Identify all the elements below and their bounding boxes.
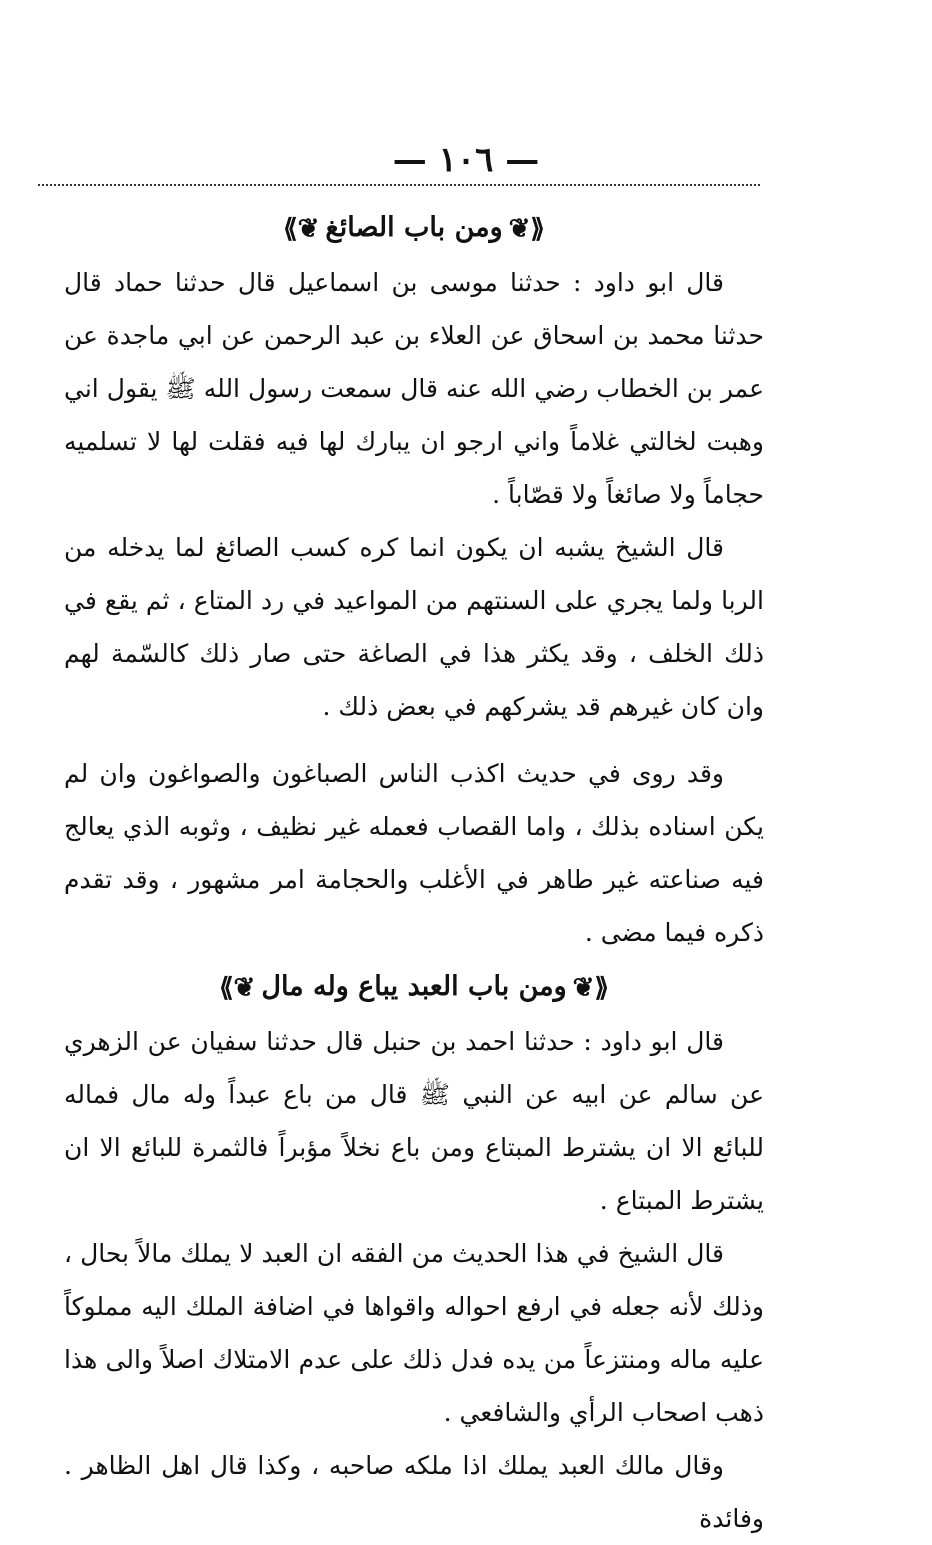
header-rule (38, 184, 760, 186)
section-heading-slave-sold (64, 959, 764, 1015)
page-number: — ١٠٦ — (392, 140, 540, 180)
ornament-right-icon: ⟪❦ (508, 213, 545, 244)
body-text (64, 200, 764, 1545)
paragraph: قال الشيخ في هذا الحديث من الفقه ان العبد لا يملك مالاً بحال ، وذلك لأنه جعله في ارفع احواله واقواها في اضافة الملك اليه مملوكاً عليه ماله ومنتزعاً من يده فدل ذلك على عدم الامتلاك اصلاً والى هذا ذهب اصحاب الرأي والشافعي . (64, 1239, 764, 1427)
paragraph: وقال مالك العبد يملك اذا ملكه صاحبه ، وكذا قال اهل الظاهر . وفائدة (64, 1451, 764, 1533)
paragraph: قال الشيخ يشبه ان يكون انما كره كسب الصائغ لما يدخله من الربا ولما يجري على السنتهم من المواعيد في رد المتاع ، ثم يقع في ذلك الخلف ، وقد يكثر هذا في الصاغة حتى صار ذلك كالسّمة لهم وان كان غيرهم قد يشركهم في بعض ذلك . (64, 533, 764, 721)
paragraph: قال ابو داود : حدثنا موسى بن اسماعيل قال حدثنا حماد قال حدثنا محمد بن اسحاق عن العلاء بن عبد الرحمن عن ابي ماجدة عن عمر بن الخطاب رضي الله عنه قال سمعت رسول الله ﷺ يقول اني وهبت لخالتي غلاماً واني ارجو ان يبارك لها فيه فقلت لها لا تسلميه حجاماً ولا صائغاً ولا قصّاباً . (64, 268, 764, 509)
section-heading-goldsmith (64, 200, 764, 256)
section-heading-text: ومن باب العبد يباع وله مال (261, 971, 567, 1002)
paragraph: وقد روى في حديث اكذب الناس الصباغون والصواغون وان لم يكن اسناده بذلك ، واما القصاب فعمله غير نظيف ، وثوبه الذي يعالج فيه صناعته غير طاهر في الأغلب والحجامة امر مشهور ، وقد تقدم ذكره فيما مضى . (64, 759, 764, 947)
ornament-right-icon: ⟪❦ (572, 972, 609, 1003)
paragraph: قال ابو داود : حدثنا احمد بن حنبل قال حدثنا سفيان عن الزهري عن سالم عن ابيه عن النبي ﷺ قال من باع عبداً وله مال فماله للبائع الا ان يشترط المبتاع ومن باع نخلاً مؤبراً فالثمرة للبائع الا ان يشترط المبتاع . (64, 1027, 764, 1215)
ornament-left-icon: ❦⟫ (283, 213, 320, 244)
paragraph-gap (64, 733, 764, 747)
section-heading-text: ومن باب الصائغ (325, 212, 503, 243)
ornament-left-icon: ❦⟫ (219, 972, 256, 1003)
